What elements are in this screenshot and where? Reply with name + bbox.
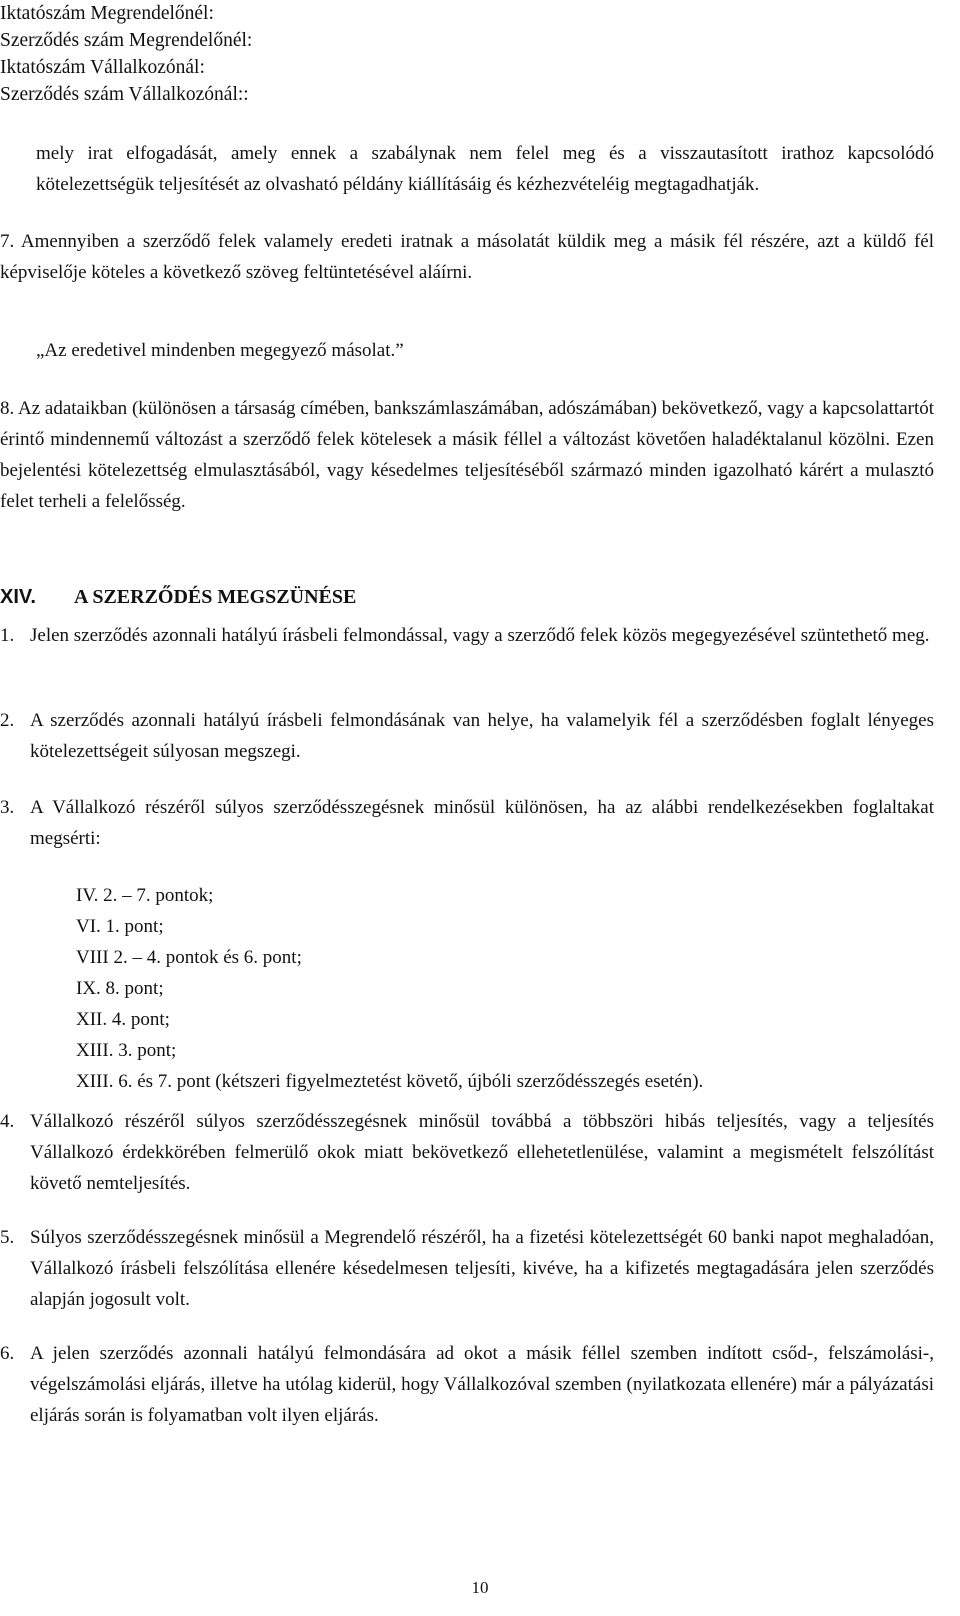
violated-points-list — [76, 880, 703, 1097]
clause-7-number: 7. — [0, 231, 15, 252]
section-item-6-text: A jelen szerződés azonnali hatályú felmondására ad okot a másik féllel szemben indított csőd-, felszámolási-, végelszámolási eljárás, illetve ha utólag kiderül, hogy Vállalkozóval szemben (nyilatkozata ellenére) már a pályázatási eljárás során is folyamatban volt ilyen eljárás. — [30, 1343, 934, 1426]
section-item-1 — [0, 620, 934, 651]
clause-8 — [0, 393, 934, 517]
section-item-5 — [0, 1222, 934, 1315]
header-line-contract-contractor: Szerződés szám Vállalkozónál:: — [0, 84, 249, 105]
section-item-4 — [0, 1106, 934, 1199]
list-item: XII. 4. pont; — [76, 1009, 170, 1030]
section-item-1-text: Jelen szerződés azonnali hatályú írásbeli felmondással, vagy a szerződő felek közös megegyezésével szüntethető meg. — [30, 625, 930, 646]
page-number: 10 — [471, 1578, 489, 1597]
certified-copy-quote: „Az eredetivel mindenben megegyező másolat.” — [36, 340, 404, 361]
section-item-2 — [0, 705, 934, 767]
list-item: IX. 8. pont; — [76, 978, 164, 999]
list-item: VI. 1. pont; — [76, 916, 164, 937]
section-item-1-number: 1. — [0, 625, 15, 646]
section-item-2-number: 2. — [0, 710, 15, 731]
list-item: VIII 2. – 4. pontok és 6. pont; — [76, 947, 302, 968]
list-item: XIII. 6. és 7. pont (kétszeri figyelmeztetést követő, újbóli szerződésszegés esetén). — [76, 1071, 704, 1092]
list-item: IV. 2. – 7. pontok; — [76, 885, 214, 906]
section-item-6 — [0, 1338, 934, 1431]
section-item-6-number: 6. — [0, 1343, 15, 1364]
clause-8-text: Az adataikban (különösen a társaság címében, bankszámlaszámában, adószámában) bekövetkező, vagy a kapcsolattartót érintő mindennemű változást a szerződő felek kötelesek a másik féllel a változást követően haladéktalanul közölni. Ezen bejelentési kötelezettség elmulasztásából, vagy késedelmes teljesítéséből származó minden igazolható kárért a mulasztó felet terheli a felelősség. — [0, 398, 934, 512]
section-number: XIV. — [0, 586, 36, 608]
clause-7-text: Amennyiben a szerződő felek valamely eredeti iratnak a másolatát küldik meg a másik fél részére, azt a küldő fél képviselője köteles a következő szöveg feltüntetésével aláírni. — [0, 231, 935, 283]
document-header — [0, 0, 252, 108]
section-item-3-number: 3. — [0, 797, 15, 818]
section-item-3 — [0, 792, 934, 854]
section-item-3-text: A Vállalkozó részéről súlyos szerződésszegésnek minősül különösen, ha az alábbi rendelkezésekben foglaltakat megsérti: — [30, 797, 934, 849]
clause-8-number: 8. — [0, 398, 15, 419]
section-item-2-text: A szerződés azonnali hatályú írásbeli felmondásának van helye, ha valamelyik fél a szerződésben foglalt lényeges kötelezettségeit súlyosan megszegi. — [30, 710, 934, 762]
section-title: A SZERZŐDÉS MEGSZÜNÉSE — [74, 586, 357, 608]
section-item-4-number: 4. — [0, 1111, 15, 1132]
clause-7 — [0, 226, 934, 288]
section-item-5-number: 5. — [0, 1227, 15, 1248]
section-heading — [0, 586, 356, 609]
header-line-registration-contractor: Iktatószám Vállalkozónál: — [0, 57, 205, 78]
section-item-5-text: Súlyos szerződésszegésnek minősül a Megrendelő részéről, ha a fizetési kötelezettségét 60 banki napot meghaladóan, Vállalkozó írásbeli felszólítása ellenére késedelmesen teljesíti, kivéve, ha a kifizetés megtagadására jelen szerződés alapján jogosult volt. — [30, 1227, 934, 1310]
intro-paragraph: mely irat elfogadását, amely ennek a szabálynak nem felel meg és a visszautasított irathoz kapcsolódó kötelezettségük teljesítését az olvasható példány kiállításáig és kézhezvételéig megtagadhatják. — [36, 143, 934, 195]
section-item-4-text: Vállalkozó részéről súlyos szerződésszegésnek minősül továbbá a többszöri hibás teljesítés, vagy a teljesítés Vállalkozó érdekkörében felmerülő okok miatt bekövetkező ellehetetlenülése, valamint a megismételt felszólítást követő nemteljesítés. — [30, 1111, 934, 1194]
list-item: XIII. 3. pont; — [76, 1040, 177, 1061]
header-line-registration-client: Iktatószám Megrendelőnél: — [0, 3, 214, 24]
header-line-contract-client: Szerződés szám Megrendelőnél: — [0, 30, 253, 51]
